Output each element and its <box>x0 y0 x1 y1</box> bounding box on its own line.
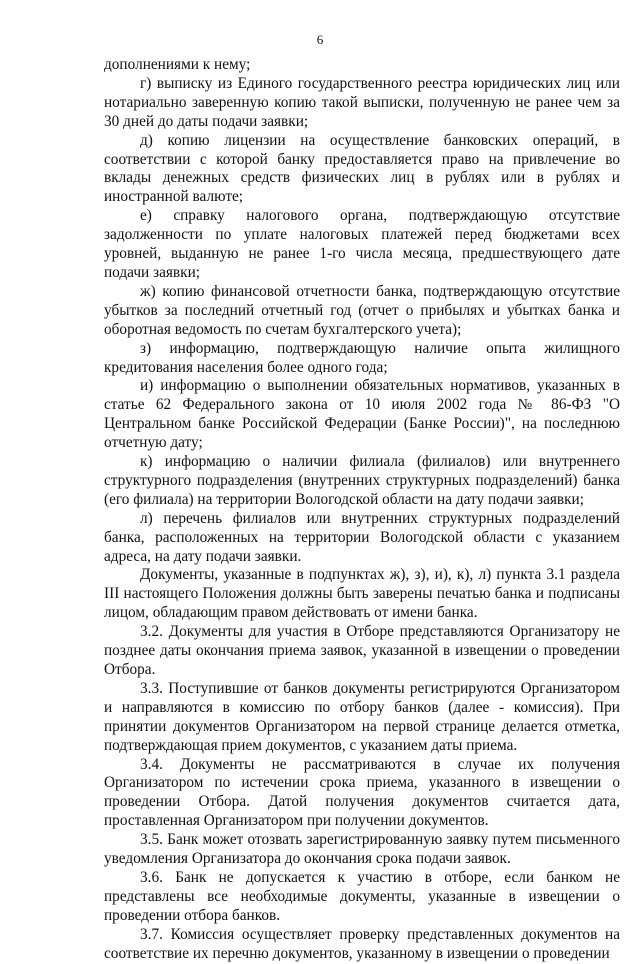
clause-3-4: 3.4. Документы не рассматриваются в случае их получения Организатором по истечении срока приема, указанного в извещении о проведении Отбора. Датой получения документов считается дата, проставленная Организатором при получении документов. <box>104 755 620 830</box>
clause-3-5: 3.5. Банк может отозвать зарегистрированную заявку путем письменного уведомления Организатора до окончания срока подачи заявок. <box>104 831 620 868</box>
clause-3-7: 3.7. Комиссия осуществляет проверку представленных документов на соответствие их перечню документов, указанному в извещении о проведении <box>104 925 620 962</box>
clause-3-2: 3.2. Документы для участия в Отборе представляются Организатору не позднее даты окончания приема заявок, указанной в извещении о проведении Отбора. <box>104 623 620 678</box>
list-item-zh: ж) копию финансовой отчетности банка, подтверждающую отсутствие убытков за последний отчетный год (отчет о прибылях и убытках банка и оборотная ведомость по счетам бухгалтерского учета); <box>104 282 620 338</box>
list-item-l: л) перечень филиалов или внутренних структурных подразделений банка, расположенных на территории Вологодской области с указанием адреса, на дату подачи заявки. <box>104 509 620 565</box>
list-item-i: и) информацию о выполнении обязательных нормативов, указанных в статье 62 Федерального закона от 10 июля 2002 года № 86-ФЗ "О Центральном банке Российской Федерации (Банке России)", на последнюю отчетную дату; <box>104 377 620 452</box>
page-number: 6 <box>316 32 324 47</box>
list-item-z: з) информацию, подтверждающую наличие опыта жилищного кредитования населения более одного года; <box>104 339 620 376</box>
list-item-d: д) копию лицензии на осуществление банковских операций, в соответствии с которой банку предоставляется право на привлечение во вклады денежных средств физических лиц в рублях или в рублях и иностранной валюте; <box>104 131 620 206</box>
list-item-k: к) информацию о наличии филиала (филиалов) или внутреннего структурного подразделения (внутренних структурных подразделений) банка (его филиала) на территории Вологодской области на дату подачи заявки; <box>104 453 620 508</box>
paragraph: Документы, указанные в подпунктах ж), з), и), к), л) пункта 3.1 раздела III настоящего Положения должны быть заверены печатью банка и подписаны лицом, обладающим правом действовать от имени банка. <box>104 566 620 622</box>
clause-3-3: 3.3. Поступившие от банков документы регистрируются Организатором и направляются в комиссию по отбору банков (далее - комиссия). При принятии документов Организатором на первой странице делается отметка, подтверждающая прием документов, с указанием даты приема. <box>104 679 620 754</box>
document-body <box>104 56 620 964</box>
list-item-g: г) выписку из Единого государственного реестра юридических лиц или нотариально заверенную копию такой выписки, полученную не ранее чем за 30 дней до даты подачи заявки; <box>104 74 620 130</box>
list-item-e: е) справку налогового органа, подтверждающую отсутствие задолженности по уплате налоговых платежей перед бюджетами всех уровней, выданную не ранее 1-го числа месяца, предшествующего дате подачи заявки; <box>104 207 620 281</box>
paragraph: дополнениями к нему; <box>104 56 251 73</box>
clause-3-6: 3.6. Банк не допускается к участию в отборе, если банком не представлены все необходимые документы, указанные в извещении о проведении отбора банков. <box>104 868 620 924</box>
